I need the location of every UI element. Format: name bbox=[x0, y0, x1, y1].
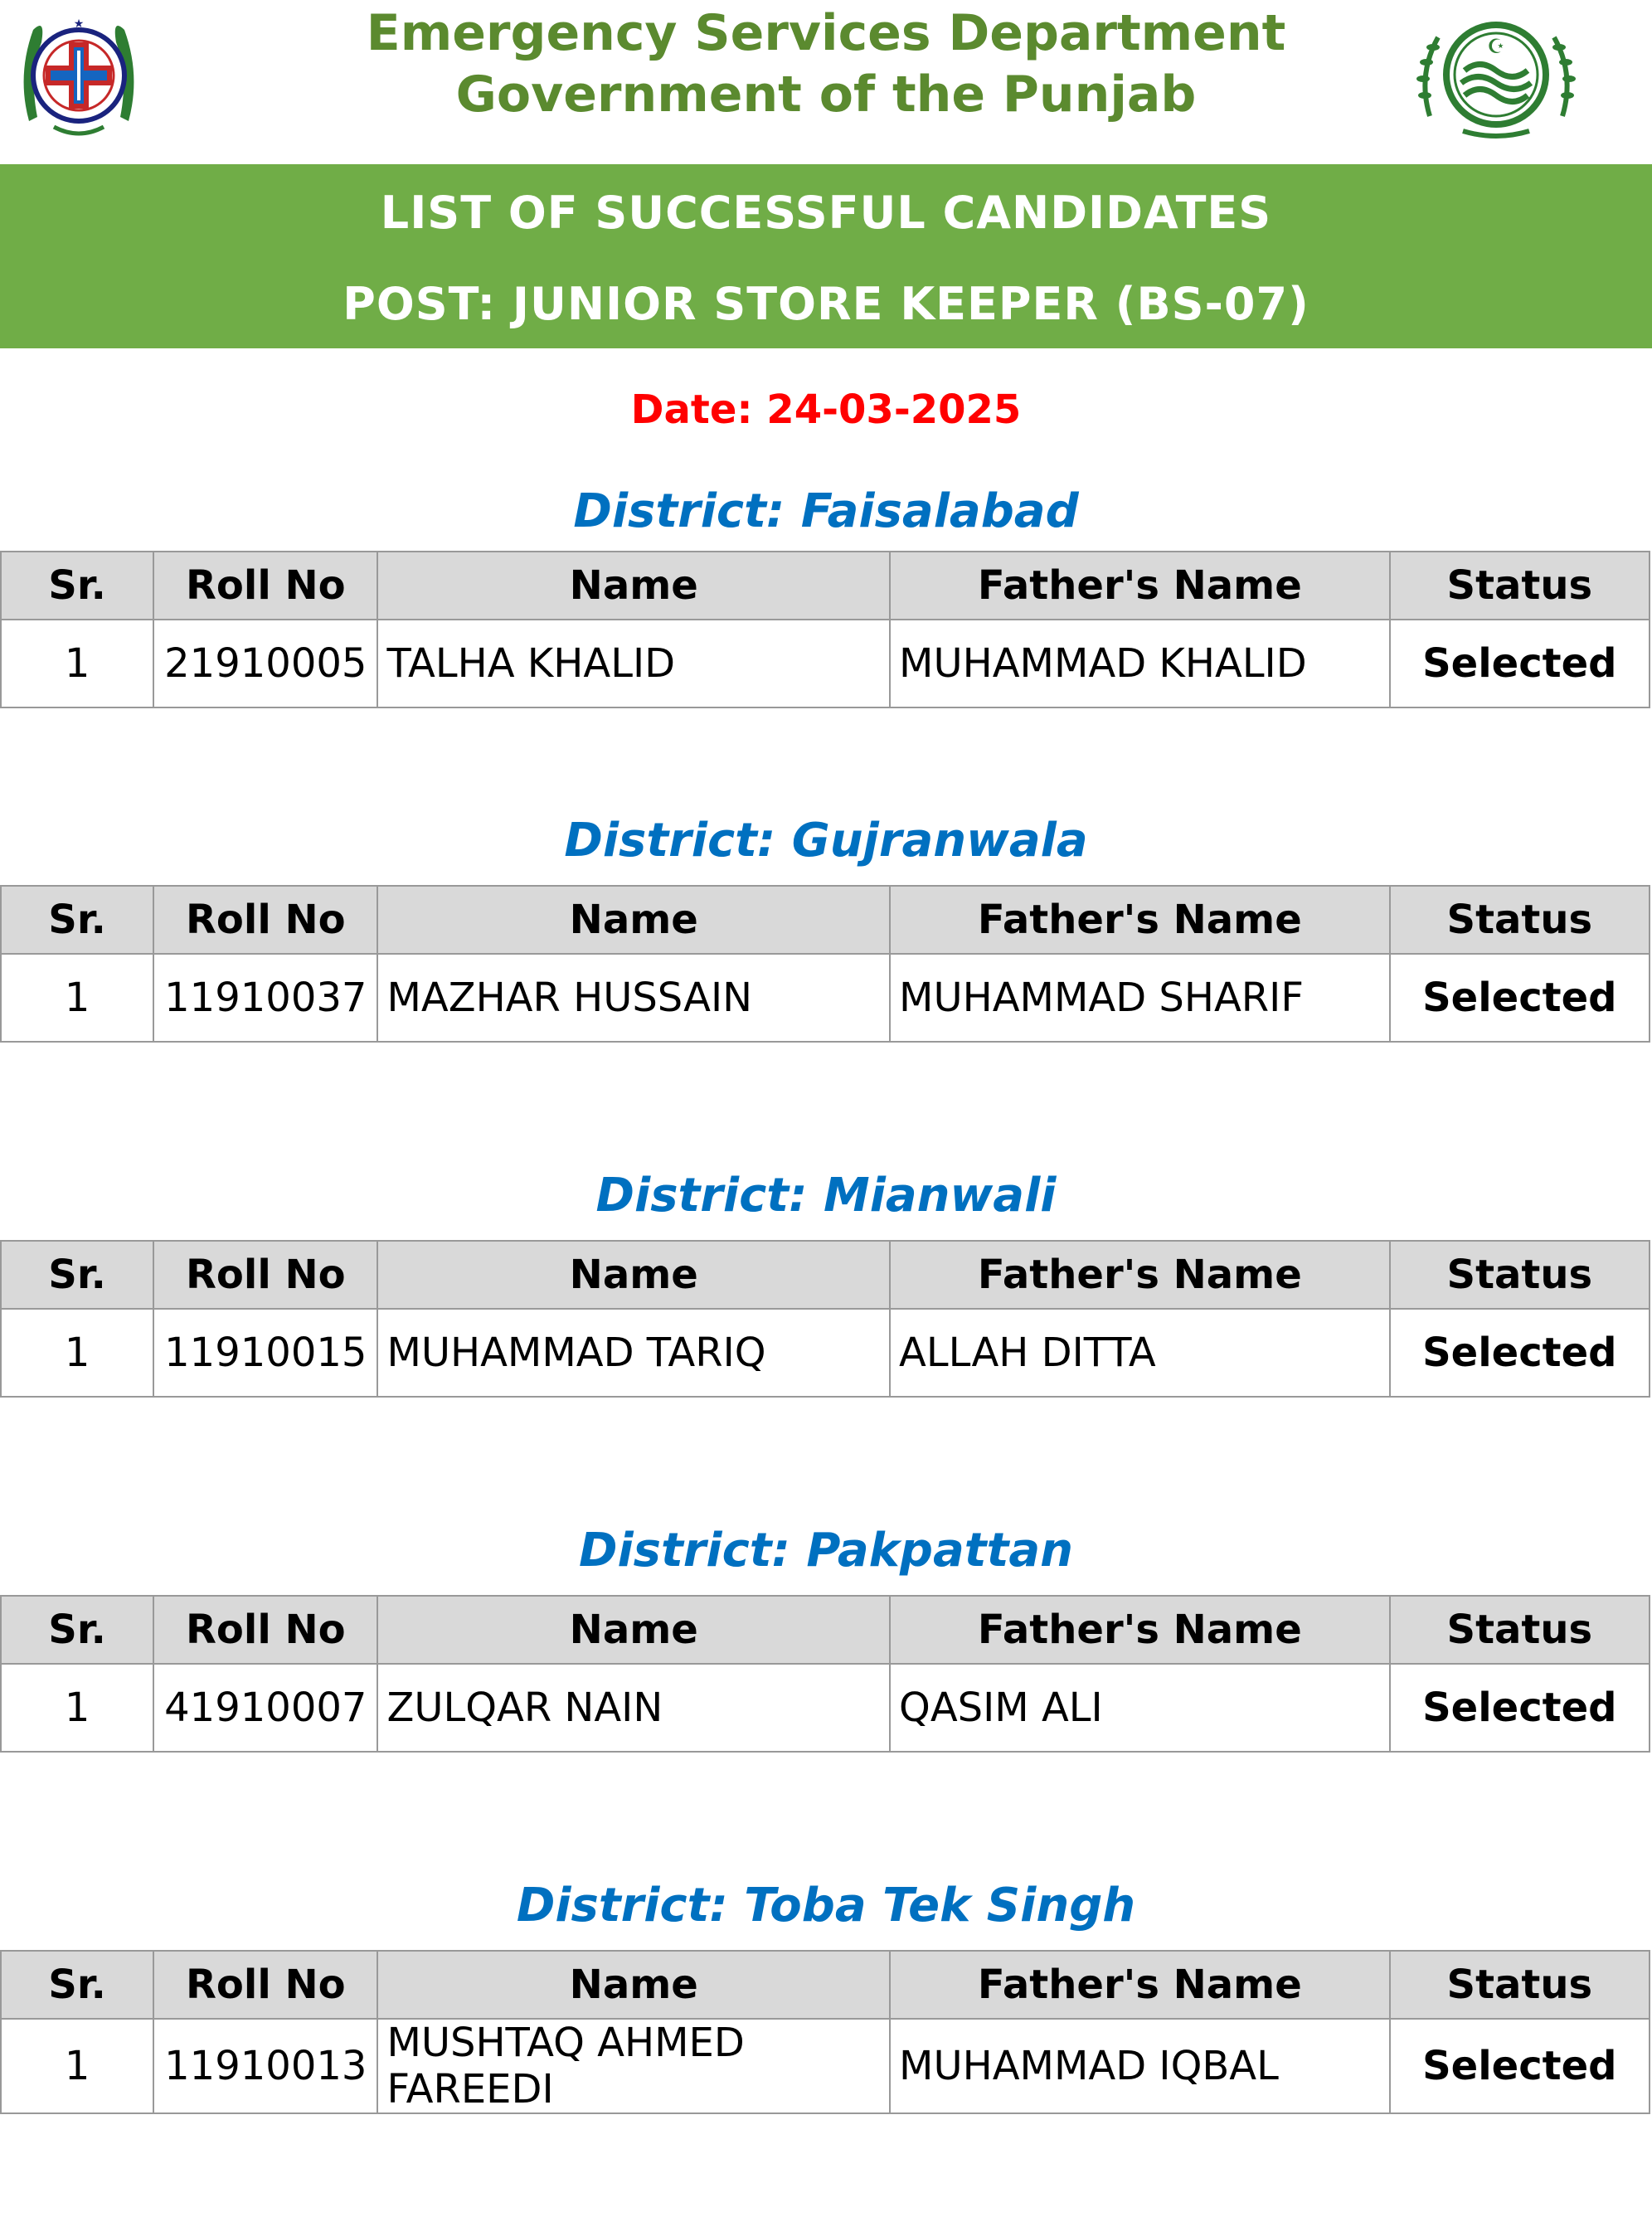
col-header-father: Father's Name bbox=[890, 552, 1390, 620]
col-header-roll: Roll No bbox=[153, 552, 377, 620]
document-header bbox=[0, 0, 1652, 163]
results-table-toba-tek-singh bbox=[0, 1950, 1650, 2114]
title-banner bbox=[0, 164, 1652, 348]
svg-text:★: ★ bbox=[73, 17, 85, 31]
table-header-row bbox=[1, 552, 1650, 620]
results-table-pakpattan bbox=[0, 1595, 1650, 1753]
col-header-name: Name bbox=[377, 552, 890, 620]
col-header-roll: Roll No bbox=[153, 1241, 377, 1309]
cell-name: MUHAMMAD TARIQ bbox=[377, 1309, 890, 1397]
cell-father: MUHAMMAD IQBAL bbox=[890, 2019, 1390, 2113]
cell-status: Selected bbox=[1390, 1664, 1650, 1752]
table-header-row bbox=[1, 886, 1650, 954]
list-title: LIST OF SUCCESSFUL CANDIDATES bbox=[380, 187, 1272, 239]
col-header-name: Name bbox=[377, 1241, 890, 1309]
cell-status: Selected bbox=[1390, 954, 1650, 1042]
col-header-father: Father's Name bbox=[890, 1241, 1390, 1309]
district-title-gujranwala: District: Gujranwala bbox=[564, 814, 1088, 868]
cell-status: Selected bbox=[1390, 2019, 1650, 2113]
cell-sr: 1 bbox=[1, 1664, 153, 1752]
cell-sr: 1 bbox=[1, 2019, 153, 2113]
government-title: Government of the Punjab bbox=[455, 66, 1197, 124]
list-date: Date: 24-03-2025 bbox=[630, 387, 1022, 433]
table-header-row bbox=[1, 1241, 1650, 1309]
col-header-status: Status bbox=[1390, 1596, 1650, 1664]
cell-name: MAZHAR HUSSAIN bbox=[377, 954, 890, 1042]
results-table-gujranwala bbox=[0, 885, 1650, 1043]
col-header-father: Father's Name bbox=[890, 1596, 1390, 1664]
col-header-status: Status bbox=[1390, 1241, 1650, 1309]
col-header-status: Status bbox=[1390, 1951, 1650, 2019]
cell-name: TALHA KHALID bbox=[377, 620, 890, 707]
table-header-row bbox=[1, 1596, 1650, 1664]
results-table-mianwali bbox=[0, 1240, 1650, 1398]
col-header-roll: Roll No bbox=[153, 886, 377, 954]
cell-status: Selected bbox=[1390, 1309, 1650, 1397]
col-header-status: Status bbox=[1390, 552, 1650, 620]
col-header-father: Father's Name bbox=[890, 1951, 1390, 2019]
col-header-roll: Roll No bbox=[153, 1596, 377, 1664]
cell-status: Selected bbox=[1390, 620, 1650, 707]
cell-sr: 1 bbox=[1, 1309, 153, 1397]
cell-name: ZULQAR NAIN bbox=[377, 1664, 890, 1752]
cell-father: ALLAH DITTA bbox=[890, 1309, 1390, 1397]
cell-roll: 11910037 bbox=[153, 954, 377, 1042]
cell-roll: 11910013 bbox=[153, 2019, 377, 2113]
cell-father: QASIM ALI bbox=[890, 1664, 1390, 1752]
table-row bbox=[1, 2019, 1650, 2113]
table-row bbox=[1, 954, 1650, 1042]
table-row bbox=[1, 1664, 1650, 1752]
cell-roll: 21910005 bbox=[153, 620, 377, 707]
col-header-sr: Sr. bbox=[1, 1241, 153, 1309]
results-table-faisalabad bbox=[0, 551, 1650, 708]
district-title-mianwali: District: Mianwali bbox=[595, 1169, 1057, 1223]
cell-sr: 1 bbox=[1, 954, 153, 1042]
col-header-status: Status bbox=[1390, 886, 1650, 954]
table-row bbox=[1, 1309, 1650, 1397]
col-header-sr: Sr. bbox=[1, 886, 153, 954]
col-header-father: Father's Name bbox=[890, 886, 1390, 954]
col-header-sr: Sr. bbox=[1, 1596, 153, 1664]
table-header-row bbox=[1, 1951, 1650, 2019]
cell-roll: 41910007 bbox=[153, 1664, 377, 1752]
svg-text:☪: ☪ bbox=[1487, 35, 1505, 58]
col-header-name: Name bbox=[377, 1596, 890, 1664]
district-title-faisalabad: District: Faisalabad bbox=[573, 484, 1079, 538]
department-title: Emergency Services Department bbox=[366, 4, 1286, 62]
col-header-sr: Sr. bbox=[1, 552, 153, 620]
cell-father: MUHAMMAD KHALID bbox=[890, 620, 1390, 707]
district-title-pakpattan: District: Pakpattan bbox=[578, 1524, 1073, 1578]
col-header-roll: Roll No bbox=[153, 1951, 377, 2019]
col-header-sr: Sr. bbox=[1, 1951, 153, 2019]
punjab-government-logo-icon bbox=[1413, 12, 1579, 144]
cell-name: MUSHTAQ AHMED FAREEDI bbox=[377, 2019, 890, 2113]
table-row bbox=[1, 620, 1650, 707]
cell-sr: 1 bbox=[1, 620, 153, 707]
col-header-name: Name bbox=[377, 886, 890, 954]
district-title-toba-tek-singh: District: Toba Tek Singh bbox=[516, 1879, 1136, 1933]
col-header-name: Name bbox=[377, 1951, 890, 2019]
cell-roll: 11910015 bbox=[153, 1309, 377, 1397]
cell-father: MUHAMMAD SHARIF bbox=[890, 954, 1390, 1042]
post-title: POST: JUNIOR STORE KEEPER (BS-07) bbox=[343, 278, 1309, 330]
